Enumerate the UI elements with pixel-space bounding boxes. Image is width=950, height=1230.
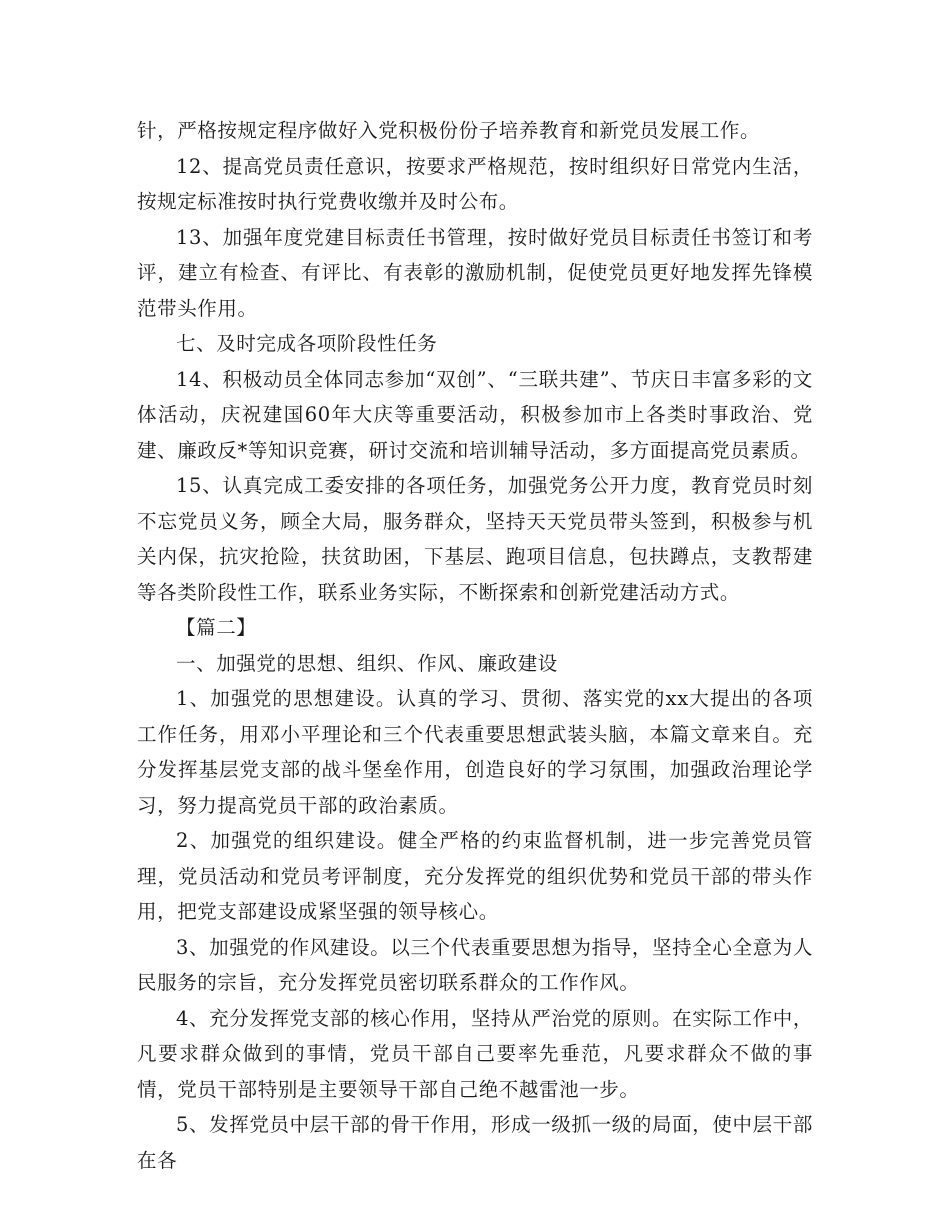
- section-heading-1: 一、加强党的思想、组织、作风、廉政建设: [176, 651, 558, 675]
- paragraph-item-3: 3、加强党的作风建设。以三个代表重要思想为指导，坚持全心全意为人民服务的宗旨，充分发挥党员密切联系群众的工作作风。: [137, 935, 813, 994]
- paragraph-item-2: 2、加强党的组织建设。健全严格的约束监督机制，进一步完善党员管理，党员活动和党员考评制度，充分发挥党的组织优势和党员干部的带头作用，把党支部建设成紧坚强的领导核心。: [137, 829, 813, 923]
- paragraph-item-4: 4、充分发挥党支部的核心作用，坚持从严治党的原则。在实际工作中，凡要求群众做到的事情，党员干部自己要率先垂范，凡要求群众不做的事情，党员干部特别是主要领导干部自己绝不越雷池一步。: [137, 1006, 813, 1101]
- paragraph-item-15: 15、认真完成工委安排的各项任务，加强党务公开力度，教育党员时刻不忘党员义务，顾全大局，服务群众，坚持天天党员带头签到，积极参与机关内保，抗灾抢险，扶贫助困，下基层、跑项目信息，包扶蹲点，支教帮建等各类阶段性工作，联系业务实际，不断探索和创新党建活动方式。: [137, 474, 813, 604]
- paragraph-item-1: 1、加强党的思想建设。认真的学习、贯彻、落实党的xx大提出的各项工作任务，用邓小平理论和三个代表重要思想武装头脑，本篇文章来自。充分发挥基层党支部的战斗堡垒作用，创造良好的学习氛围，加强政治理论学习，努力提高党员干部的政治素质。: [137, 687, 813, 817]
- section-heading-7: 七、及时完成各项阶段性任务: [176, 332, 438, 355]
- paragraph-item-5: 5、发挥党员中层干部的骨干作用，形成一级抓一级的局面，使中层干部在各: [137, 1113, 813, 1172]
- paragraph-item-14: 14、积极动员全体同志参加“双创”、“三联共建”、节庆日丰富多彩的文体活动，庆祝建国60年大庆等重要活动，积极参加市上各类时事政治、党建、廉政反*等知识竞赛，研讨交流和培训辅导活动，多方面提高党员素质。: [137, 367, 813, 462]
- paragraph-continued: 针，严格按规定程序做好入党积极份份子培养教育和新党员发展工作。: [137, 119, 761, 142]
- document-page: [137, 113, 813, 1178]
- paragraph-item-13: 13、加强年度党建目标责任书管理，按时做好党员目标责任书签订和考评，建立有检查、有评比、有表彰的激励机制，促使党员更好地发挥先锋模范带头作用。: [137, 225, 813, 320]
- paragraph-item-12: 12、提高党员责任意识，按要求严格规范，按时组织好日常党内生活，按规定标准按时执行党费收缴并及时公布。: [137, 154, 813, 213]
- part-heading: 【篇二】: [176, 616, 257, 639]
